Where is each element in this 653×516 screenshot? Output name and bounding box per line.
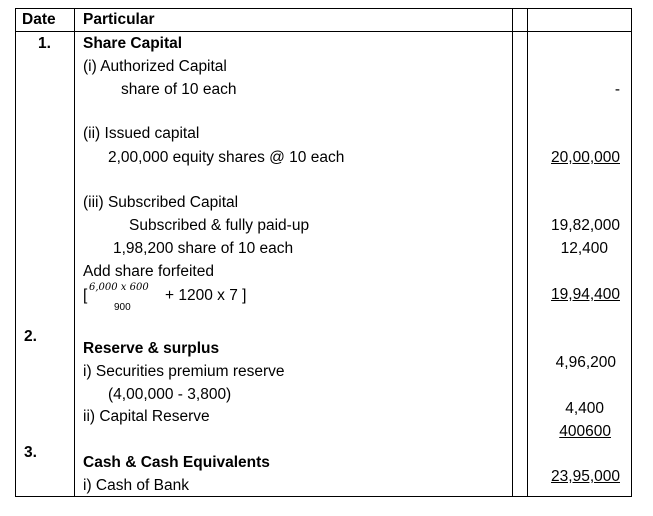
column-divider-date	[74, 8, 75, 497]
authorized-capital-amount: -	[614, 81, 620, 98]
subscribed-shares-detail: 1,98,200 share of 10 each	[113, 240, 294, 257]
issued-capital-label: (ii) Issued capital	[83, 125, 200, 142]
formula-denominator: 900	[114, 302, 131, 313]
section-number-3: 3.	[24, 444, 37, 461]
capital-reserve-amount: 4,400	[565, 400, 604, 417]
cash-at-bank-label: i) Cash of Bank	[83, 477, 189, 494]
formula-numerator: 6,000 x 600	[89, 282, 149, 293]
header-divider	[15, 31, 632, 32]
formula-open-bracket: [	[83, 287, 88, 304]
issued-capital-detail: 2,00,000 equity shares @ 10 each	[108, 149, 345, 166]
table-border-right	[631, 8, 632, 497]
table-border-left	[15, 8, 16, 497]
securities-premium-calc: (4,00,000 - 3,800)	[108, 386, 232, 403]
section-number-2: 2.	[24, 328, 37, 345]
section-title-reserve-surplus: Reserve & surplus	[83, 340, 220, 357]
header-particular: Particular	[83, 11, 155, 28]
column-divider-amount	[527, 8, 528, 497]
share-forfeited-label: Add share forfeited	[83, 263, 214, 280]
capital-reserve-label: ii) Capital Reserve	[83, 408, 210, 425]
share-capital-total: 19,94,400	[551, 286, 620, 303]
securities-premium-amount: 4,96,200	[555, 354, 616, 371]
header-date: Date	[22, 11, 56, 28]
reserve-surplus-total: 400600	[559, 423, 611, 440]
authorized-capital-label: (i) Authorized Capital	[83, 58, 227, 75]
cash-at-bank-amount: 23,95,000	[551, 468, 620, 485]
column-divider-note	[512, 8, 513, 497]
section-title-share-capital: Share Capital	[83, 35, 183, 52]
forfeited-amount: 12,400	[560, 240, 608, 257]
subscribed-paid-up-detail: Subscribed & fully paid-up	[129, 217, 310, 234]
issued-capital-amount: 20,00,000	[551, 149, 620, 166]
section-number-1: 1.	[38, 35, 51, 52]
securities-premium-label: i) Securities premium reserve	[83, 363, 285, 380]
subscribed-paid-up-amount: 19,82,000	[551, 217, 620, 234]
section-title-cash: Cash & Cash Equivalents	[83, 454, 270, 471]
table-border-top	[15, 8, 632, 9]
table-border-bottom	[15, 496, 632, 497]
authorized-capital-detail: share of 10 each	[121, 81, 237, 98]
subscribed-capital-label: (iii) Subscribed Capital	[83, 194, 239, 211]
formula-remainder: + 1200 x 7 ]	[165, 287, 247, 304]
